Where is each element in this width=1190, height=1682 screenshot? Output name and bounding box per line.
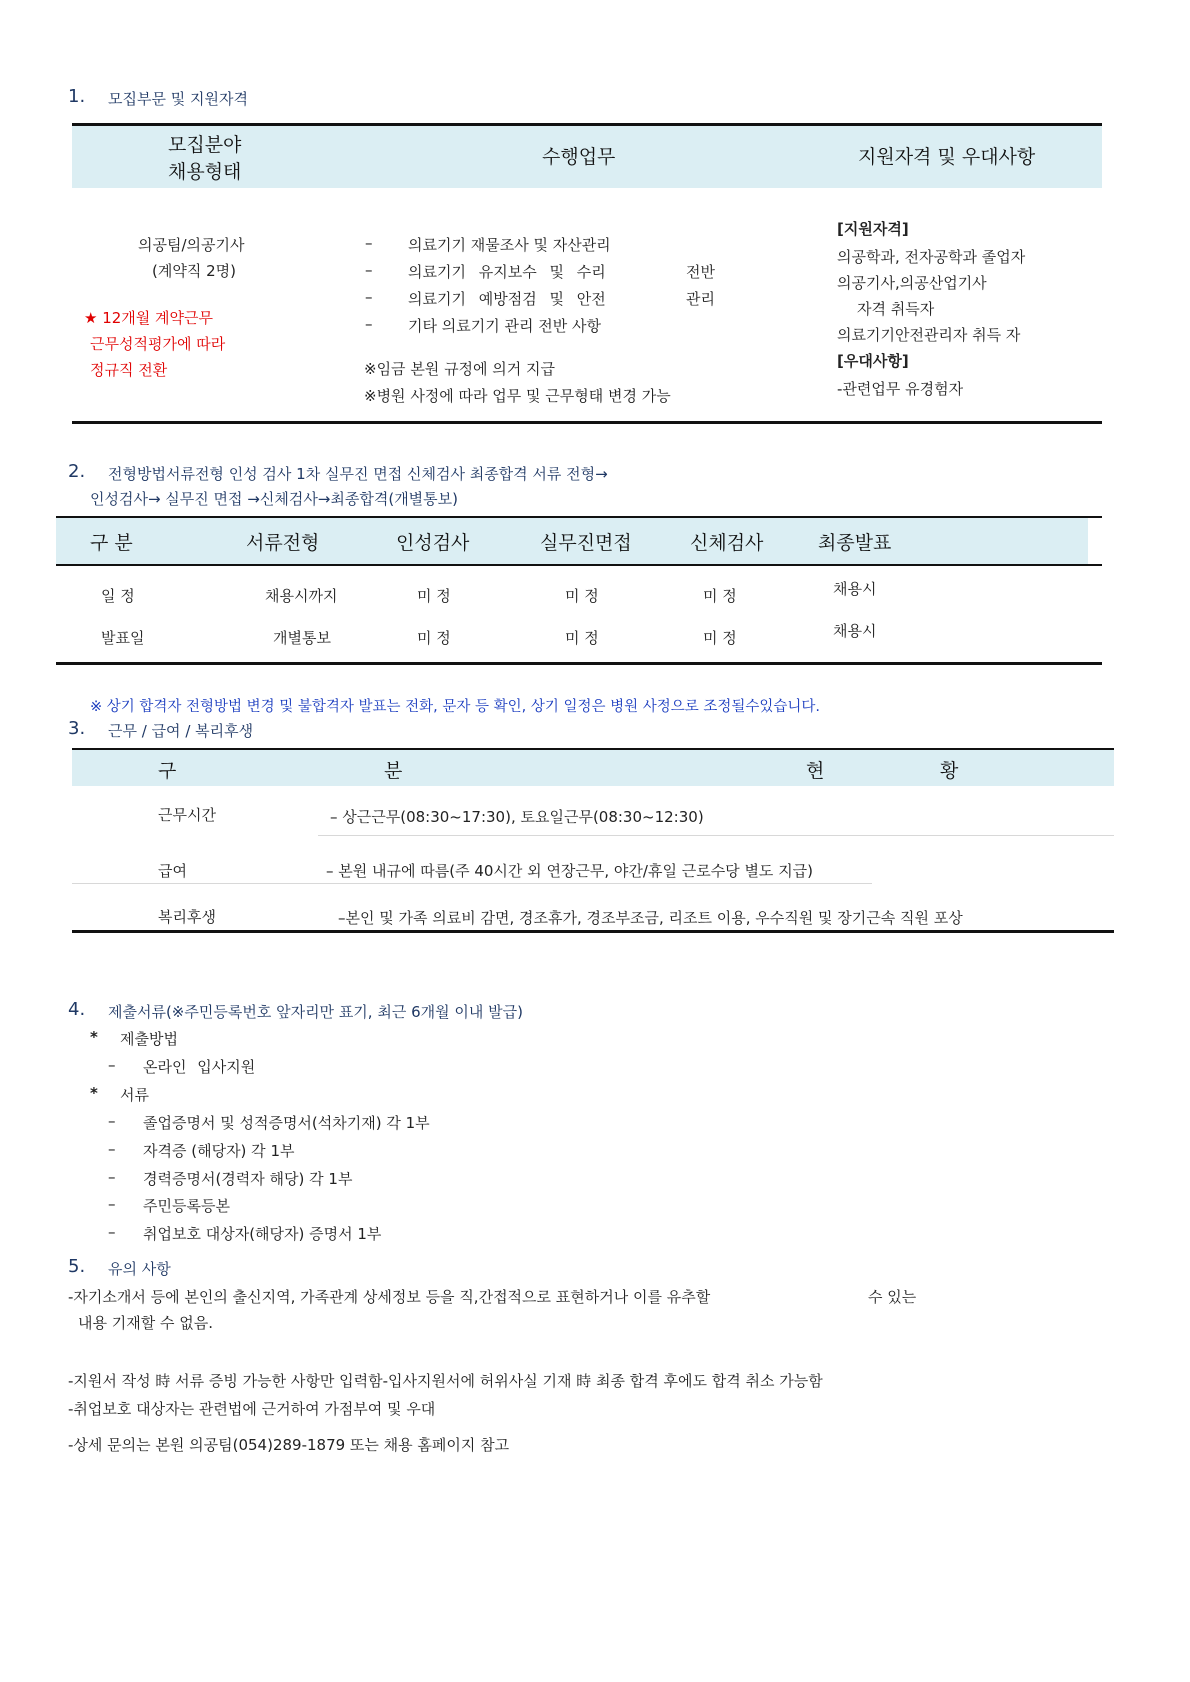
section2-notice: ※ 상기 합격자 전형방법 변경 및 불합격자 발표는 전화, 문자 등 확인, 상기 일정은 병원 사정으로 조정될수있습니다.	[90, 699, 821, 715]
docs-dash: –	[108, 1112, 116, 1130]
table2-header-cell: 실무진면접	[540, 532, 632, 554]
docs-dash: –	[108, 1140, 116, 1158]
method-dash: –	[108, 1056, 116, 1074]
table2-cell: 미 정	[417, 587, 451, 605]
section2-title-line1: 전형방법서류전형 인성 검사 1차 실무진 면접 신체검사 최종합격 서류 전형→	[108, 465, 608, 483]
position-name: 의공팀/의공기사	[138, 236, 245, 254]
section2-title-line2: 인성검사→ 실무진 면접 →신체검사→최종합격(개별통보)	[90, 490, 459, 508]
caution-line: -상세 문의는 본원 의공팀(054)289-1879 또는 채용 홈페이지 참고	[68, 1436, 510, 1454]
duty-item: 의료기기 재물조사 및 자산관리	[408, 236, 611, 254]
docs-star: *	[90, 1084, 98, 1102]
table3-row-divider	[72, 883, 872, 884]
duty-dash: –	[365, 261, 373, 279]
docs-item: 주민등록등본	[143, 1197, 230, 1215]
duty-extra: 관리	[686, 290, 715, 308]
docs-dash: –	[108, 1168, 116, 1186]
duty-dash: –	[365, 234, 373, 252]
docs-title: 서류	[120, 1086, 149, 1104]
table3-row-label: 급여	[158, 862, 187, 880]
docs-dash: –	[108, 1223, 116, 1241]
table2-header-rule	[56, 564, 1102, 566]
caution-line: -자기소개서 등에 본인의 출신지역, 가족관계 상세정보 등을 직,간접적으로 표현하거나 이를 유추할	[68, 1288, 711, 1306]
section2-number: 2.	[68, 461, 86, 482]
docs-item: 경력증명서(경력자 해당) 각 1부	[143, 1170, 353, 1188]
section5-number: 5.	[68, 1256, 86, 1277]
qual-line: 자격 취득자	[857, 300, 935, 318]
table2-cell: 개별통보	[273, 629, 331, 647]
table2-header-cell: 인성검사	[396, 532, 470, 554]
contract-note-2: 근무성적평가에 따라	[90, 335, 226, 353]
method-item: 온라인 입사지원	[143, 1058, 256, 1076]
table2-cell: 미 정	[703, 587, 737, 605]
docs-dash: –	[108, 1195, 116, 1213]
method-title: 제출방법	[120, 1030, 178, 1048]
table1-header-field: 모집분야	[168, 134, 242, 156]
table3-bottom-rule	[72, 930, 1114, 933]
table3-header-cell: 현	[806, 760, 825, 782]
table3-row-value: – 본원 내규에 따름(주 40시간 외 연장근무, 야간/휴일 근로수당 별도 지급)	[326, 862, 814, 880]
docs-item: 취업보호 대상자(해당자) 증명서 1부	[143, 1225, 382, 1243]
table1-bottom-rule	[72, 421, 1102, 424]
table2-top-rule	[56, 516, 1102, 518]
remark-wage: ※임금 본원 규정에 의거 지급	[364, 360, 556, 378]
contract-note-1: ★ 12개월 계약근무	[84, 309, 214, 327]
table2-cell: 미 정	[565, 629, 599, 647]
table3-row-value: –본인 및 가족 의료비 감면, 경조휴가, 경조부조금, 리조트 이용, 우수직원 및 장기근속 직원 포상	[338, 909, 963, 927]
caution-line: -취업보호 대상자는 관련법에 근거하여 가점부여 및 우대	[68, 1400, 436, 1418]
caution-line: 수 있는	[868, 1288, 917, 1306]
table2-cell: 발표일	[101, 629, 145, 647]
remark-change: ※병원 사정에 따라 업무 및 근무형태 변경 가능	[364, 387, 671, 405]
docs-item: 자격증 (해당자) 각 1부	[143, 1142, 295, 1160]
table3-row-label: 복리후생	[158, 908, 216, 926]
duty-item: 의료기기 예방점검 및 안전	[408, 290, 606, 308]
table3-header-cell: 분	[384, 760, 403, 782]
caution-line: 내용 기재할 수 없음.	[78, 1314, 213, 1332]
position-count: (계약직 2명)	[152, 262, 236, 280]
section3-number: 3.	[68, 718, 86, 739]
table3-header-cell: 황	[940, 760, 959, 782]
table3-row-label: 근무시간	[158, 806, 216, 824]
pref-line: -관련업무 유경험자	[837, 380, 964, 398]
duty-item: 기타 의료기기 관리 전반 사항	[408, 317, 601, 335]
table2-header-cell: 최종발표	[818, 532, 892, 554]
qual-title: [지원자격]	[837, 220, 909, 238]
docs-item: 졸업증명서 및 성적증명서(석차기재) 각 1부	[143, 1114, 430, 1132]
table1-header-type: 채용형태	[168, 161, 242, 183]
method-star: *	[90, 1028, 98, 1046]
caution-line: -지원서 작성 時 서류 증빙 가능한 사항만 입력함-입사지원서에 허위사실 기재 時 최종 합격 후에도 합격 취소 가능함	[68, 1372, 823, 1390]
table3-row-divider	[318, 835, 1114, 836]
table2-header-cell: 구 분	[90, 532, 133, 554]
duty-item: 의료기기 유지보수 및 수리	[408, 263, 606, 281]
table1-header-duty: 수행업무	[542, 146, 616, 168]
table2-header-cell: 서류전형	[246, 532, 320, 554]
table2-cell: 미 정	[703, 629, 737, 647]
table2-header-cell: 신체검사	[690, 532, 764, 554]
pref-title: [우대사항]	[837, 352, 909, 370]
table2-cell: 일 정	[101, 587, 135, 605]
duty-dash: –	[365, 288, 373, 306]
qual-line: 의료기기안전관리자 취득 자	[837, 326, 1021, 344]
table2-cell: 미 정	[417, 629, 451, 647]
table2-cell: 채용시	[833, 580, 877, 598]
qual-line: 의공기사,의공산업기사	[837, 274, 987, 292]
section1-title: 모집부문 및 지원자격	[108, 90, 248, 108]
table2-cell: 채용시	[833, 622, 877, 640]
table2-cell: 채용시까지	[265, 587, 338, 605]
duty-dash: –	[365, 315, 373, 333]
table3-header-cell: 구	[158, 760, 177, 782]
section4-title: 제출서류(※주민등록번호 앞자리만 표기, 최근 6개월 이내 발급)	[108, 1003, 523, 1021]
contract-note-3: 정규직 전환	[90, 361, 168, 379]
section5-title: 유의 사항	[108, 1260, 171, 1278]
table2-bottom-rule	[56, 662, 1102, 665]
section4-number: 4.	[68, 999, 86, 1020]
table2-cell: 미 정	[565, 587, 599, 605]
duty-extra: 전반	[686, 263, 715, 281]
section1-number: 1.	[68, 86, 86, 107]
section3-title: 근무 / 급여 / 복리후생	[108, 722, 254, 740]
qual-line: 의공학과, 전자공학과 졸업자	[837, 248, 1026, 266]
table3-row-value: – 상근근무(08:30~17:30), 토요일근무(08:30~12:30)	[330, 808, 704, 826]
table1-header-qual: 지원자격 및 우대사항	[858, 146, 1036, 168]
